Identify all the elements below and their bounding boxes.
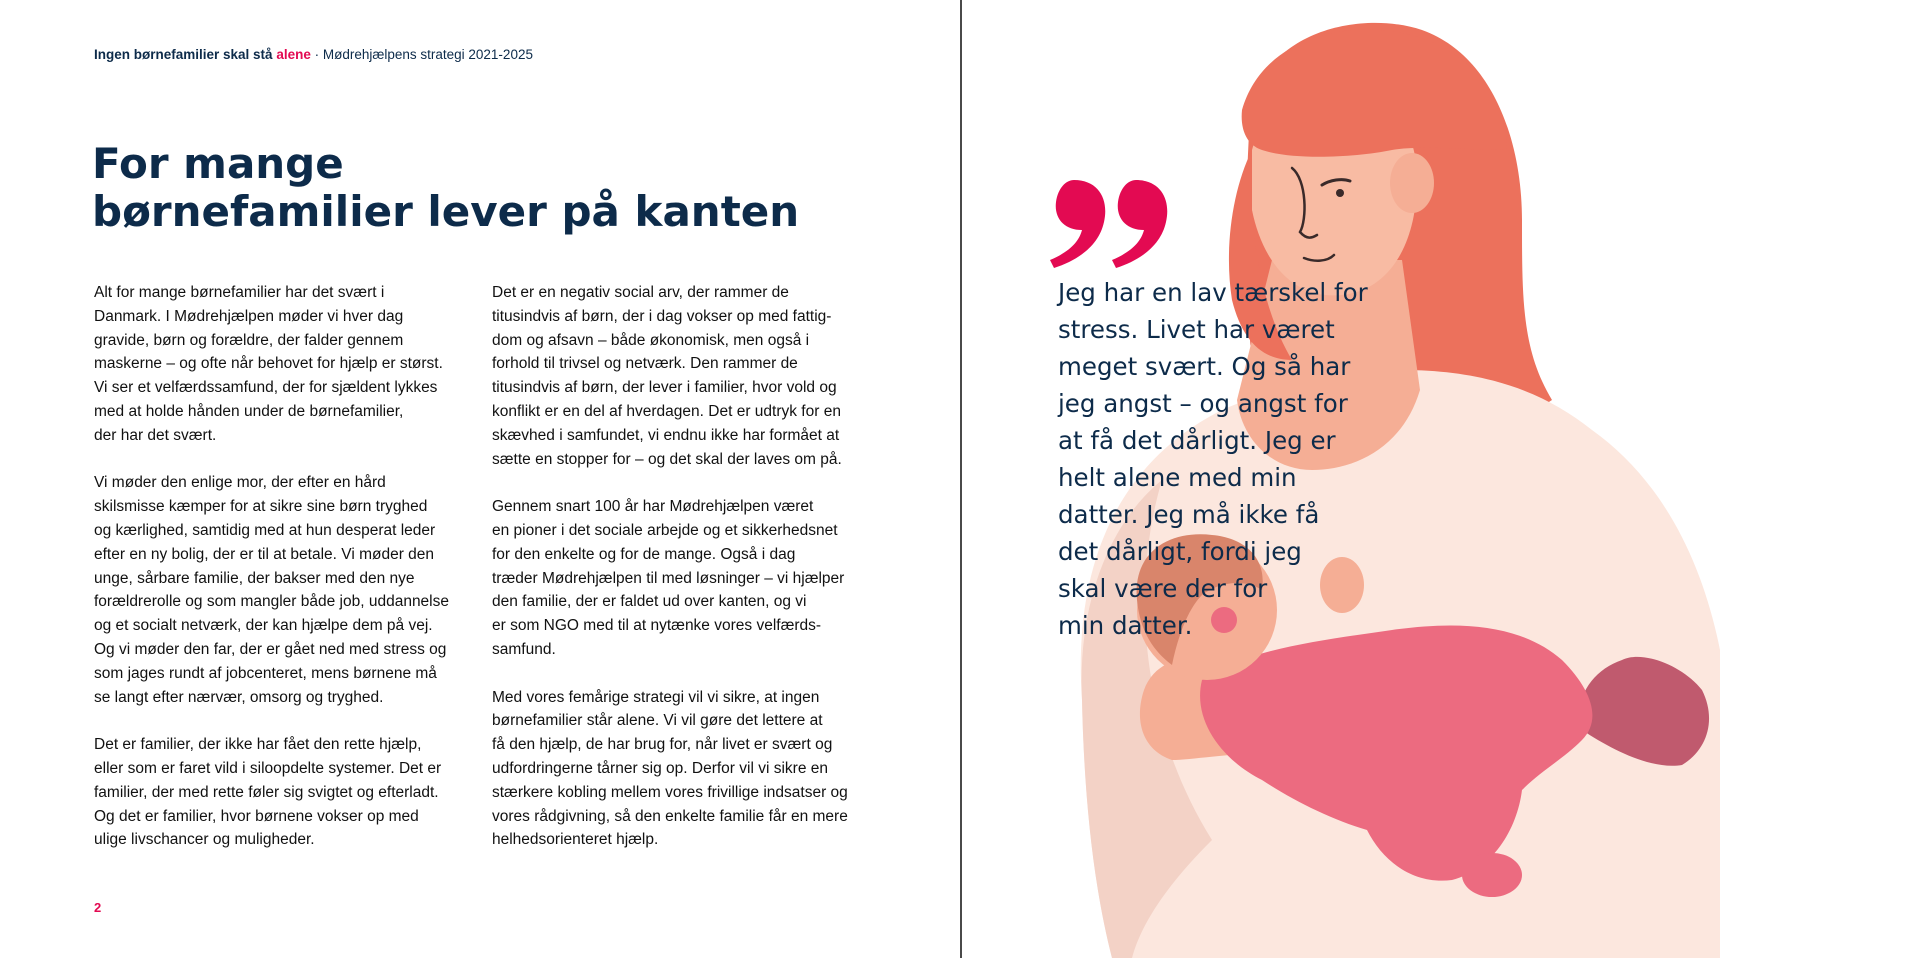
text-line: udfordringerne tårner sig op. Derfor vil vi sikre en: [492, 759, 828, 777]
text-line: som jages rundt af jobcenteret, mens børnene må: [94, 664, 437, 682]
text-line: Danmark. I Mødrehjælpen møder vi hver dag: [94, 307, 404, 325]
text-line: konflikt er en del af hverdagen. Det er udtryk for en: [492, 402, 841, 420]
quote-line: det dårligt, fordi jeg: [1058, 537, 1302, 566]
text-line: sætte en stopper for – og det skal der laves om på.: [492, 450, 842, 468]
quote-line: stress. Livet har været: [1058, 315, 1335, 344]
headline-line-1: For mange: [92, 139, 344, 188]
text-line: der har det svært.: [94, 426, 217, 444]
quotation-mark-icon: [1044, 160, 1174, 270]
text-line: Det er familier, der ikke har fået den rette hjælp,: [94, 736, 422, 754]
quote-line: jeg angst – og angst for: [1058, 389, 1348, 418]
text-line: ulige livschancer og muligheder.: [94, 831, 315, 849]
text-line: få den hjælp, de har brug for, når livet er svært og: [492, 736, 833, 754]
text-line: for den enkelte og for de mange. Også i dag: [492, 545, 796, 563]
eye: [1336, 189, 1344, 197]
paragraph: [492, 281, 882, 471]
header-title-accent: alene: [276, 47, 311, 62]
text-line: eller som er faret vild i siloopdelte systemer. Det er: [94, 759, 442, 777]
pull-quote: [1058, 274, 1368, 644]
ear: [1390, 153, 1434, 213]
paragraph: [492, 686, 882, 853]
text-line: og kærlighed, samtidig med at hun desperat leder: [94, 521, 436, 539]
text-line: efter en ny bolig, der er til at betale. Vi møder den: [94, 545, 435, 563]
text-line: forældrerolle og som mangler både job, uddannelse: [94, 593, 449, 611]
quote-line: datter. Jeg må ikke få: [1058, 500, 1320, 529]
body-column-2: [492, 281, 882, 876]
text-line: vores rådgivning, så den enkelte familie får en mere: [492, 807, 848, 825]
right-page: [962, 0, 1920, 958]
paragraph: [94, 471, 484, 709]
text-line: skævhed i samfundet, vi endnu ikke har formået at: [492, 426, 840, 444]
text-line: samfund.: [492, 640, 556, 658]
headline-line-2: børnefamilier lever på kanten: [92, 187, 800, 236]
text-line: er som NGO med til at nytænke vores velfærds-: [492, 617, 822, 635]
text-line: en pioner i det sociale arbejde og et sikkerhedsnet: [492, 521, 838, 539]
running-header: [94, 47, 533, 62]
text-line: den familie, der er faldet ud over kanten, og vi: [492, 593, 807, 611]
text-line: skilsmisse kæmper for at sikre sine børn tryghed: [94, 498, 428, 516]
quote-line: min datter.: [1058, 611, 1193, 640]
text-line: Og vi møder den far, der er gået ned med stress og: [94, 640, 447, 658]
quote-line: meget svært. Og så har: [1058, 352, 1351, 381]
text-line: Alt for mange børnefamilier har det svært i: [94, 284, 385, 301]
paragraph: [94, 281, 484, 448]
text-line: helhedsorienteret hjælp.: [492, 831, 659, 849]
quote-line: helt alene med min: [1058, 463, 1297, 492]
paragraph: [94, 733, 484, 852]
page-headline: [92, 140, 799, 236]
quote-line: at få det dårligt. Jeg er: [1058, 426, 1336, 455]
quote-line: skal være der for: [1058, 574, 1268, 603]
hair-front: [1242, 30, 1507, 157]
text-line: maskerne – og ofte når behovet for hjælp er størst.: [94, 355, 443, 373]
text-line: unge, sårbare familie, der bakser med den nye: [94, 569, 415, 587]
text-line: Og det er familier, hvor børnene vokser op med: [94, 807, 419, 825]
text-line: træder Mødrehjælpen til med løsninger – vi hjælper: [492, 569, 845, 587]
text-line: stærkere kobling mellem vores frivillige indsatser og: [492, 783, 848, 801]
text-line: forhold til trivsel og netværk. Den rammer de: [492, 355, 798, 373]
text-line: og et socialt netværk, der kan hjælpe dem på vej.: [94, 617, 433, 635]
text-line: børnefamilier står alene. Vi vil gøre det lettere at: [492, 712, 823, 730]
text-line: Gennem snart 100 år har Mødrehjælpen været: [492, 498, 814, 516]
text-line: titusindvis af børn, der i dag vokser op med fattig-: [492, 307, 832, 325]
paragraph: [492, 495, 882, 662]
baby-foot: [1462, 853, 1522, 897]
text-line: se langt efter nærvær, omsorg og tryghed.: [94, 688, 384, 706]
quote-line: Jeg har en lav tærskel for: [1058, 278, 1368, 307]
header-subtitle: Mødrehjælpens strategi 2021-2025: [322, 47, 533, 62]
text-line: Med vores femårige strategi vil vi sikre, at ingen: [492, 688, 820, 706]
text-line: Vi ser et velfærdssamfund, der for sjældent lykkes: [94, 379, 438, 397]
text-line: med at holde hånden under de børnefamilier,: [94, 402, 404, 420]
text-line: dom og afsavn – både økonomisk, men også i: [492, 331, 810, 349]
text-line: Vi møder den enlige mor, der efter en hård: [94, 474, 386, 492]
header-separator: ·: [310, 47, 323, 62]
body-column-1: [94, 281, 484, 876]
text-line: titusindvis af børn, der lever i familier, hvor vold og: [492, 379, 837, 397]
text-line: Det er en negativ social arv, der rammer de: [492, 284, 789, 301]
header-title: Ingen børnefamilier skal stå: [94, 47, 277, 62]
text-line: gravide, børn og forældre, der falder gennem: [94, 331, 404, 349]
page-number: 2: [94, 900, 102, 915]
text-line: familier, der med rette føler sig svigtet og efterladt.: [94, 783, 439, 801]
